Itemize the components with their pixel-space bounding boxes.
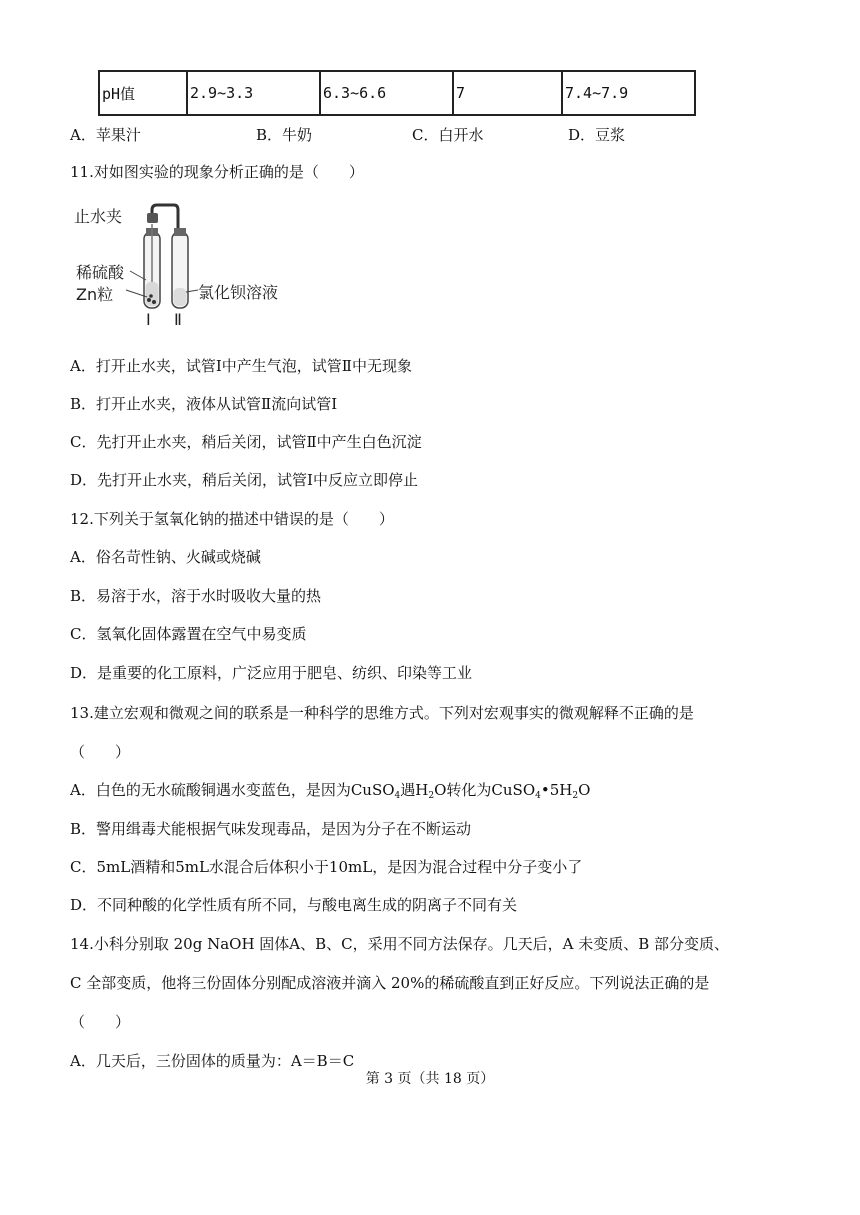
q13-option-a-text: O: [578, 781, 591, 799]
q12-option-a: A．俗名苛性钠、火碱或烧碱: [70, 548, 261, 566]
bacl2-liquid: [174, 288, 187, 306]
q13-stem-line-2: （ ）: [70, 743, 131, 761]
q12-option-d: D．是重要的化工原料，广泛应用于肥皂、纺织、印染等工业: [70, 664, 473, 682]
ph-table-cell: 2.9~3.3: [187, 71, 320, 115]
ph-table-cell: 6.3~6.6: [320, 71, 453, 115]
q10-option-a: A．苹果汁: [70, 126, 141, 144]
clamp-label: 止水夹: [74, 207, 123, 226]
q13-option-a-text: A．白色的无水硫酸铜遇水变蓝色，是因为CuSO: [70, 781, 395, 799]
q13-option-a: [70, 780, 590, 806]
subscript: 2: [428, 791, 435, 801]
zn-granule: [152, 300, 156, 304]
zn-granule: [149, 294, 153, 298]
subscript: 2: [572, 791, 579, 801]
q14-stem-line-2: C 全部变质，他将三份固体分别配成溶液并滴入 20%的稀硫酸直到正好反应。下列说法正确的是: [70, 974, 710, 992]
ph-value-table: [98, 70, 696, 116]
q14-option-a: A．几天后，三份固体的质量为：A＝B＝C: [70, 1052, 355, 1070]
q11-option-c: C．先打开止水夹，稍后关闭，试管Ⅱ中产生白色沉淀: [70, 433, 422, 451]
subscript: 4: [535, 791, 541, 801]
subscript: 4: [394, 791, 401, 801]
solution-label: 氯化钡溶液: [198, 283, 279, 302]
q12-option-b: B．易溶于水，溶于水时吸收大量的热: [70, 587, 322, 605]
tube-2-label: Ⅱ: [174, 310, 182, 329]
acid-liquid: [146, 282, 159, 306]
ph-table-row: [99, 71, 695, 115]
q10-option-d: D．豆浆: [568, 126, 626, 144]
q11-option-d: D．先打开止水夹，稍后关闭，试管Ⅰ中反应立即停止: [70, 471, 418, 489]
q11-option-a: A．打开止水夹，试管Ⅰ中产生气泡，试管Ⅱ中无现象: [70, 357, 412, 375]
q13-option-a-text: 遇H: [400, 781, 429, 799]
q12-stem: 12.下列关于氢氧化钠的描述中错误的是（ ）: [70, 510, 394, 528]
q10-option-c: C．白开水: [412, 126, 484, 144]
clamp-shape: [147, 213, 158, 223]
q11-stem: 11.对如图实验的现象分析正确的是（ ）: [70, 163, 364, 181]
ph-table-cell: 7.4~7.9: [562, 71, 695, 115]
q11-option-b: B．打开止水夹，液体从试管Ⅱ流向试管Ⅰ: [70, 395, 338, 413]
ph-table-cell: 7: [453, 71, 562, 115]
q13-option-a-text: O转化为CuSO: [434, 781, 536, 799]
q14-stem-line-1: 14.小科分别取 20g NaOH 固体A、B、C，采用不同方法保存。几天后，A 未变质、B 部分变质、: [70, 935, 730, 953]
q10-option-b: B．牛奶: [256, 126, 313, 144]
q13-option-a-text: •5H: [540, 781, 573, 799]
acid-label: 稀硫酸: [76, 263, 125, 282]
q13-option-c: C．5mL酒精和5mL水混合后体积小于10mL，是因为混合过程中分子变小了: [70, 858, 583, 876]
q13-option-b: B．警用缉毒犬能根据气味发现毒品，是因为分子在不断运动: [70, 820, 472, 838]
ph-table-header-cell: pH值: [99, 71, 187, 115]
zn-label: Zn粒: [76, 285, 114, 304]
stopper-2: [174, 228, 186, 236]
tube-1-label: Ⅰ: [146, 310, 151, 329]
connecting-tube-highlight: [158, 211, 172, 222]
zn-granule: [147, 298, 151, 302]
q13-stem-line-1: 13.建立宏观和微观之间的联系是一种科学的思维方式。下列对宏观事实的微观解释不正确的是: [70, 704, 694, 722]
experiment-figure: [74, 200, 304, 335]
q14-stem-line-3: （ ）: [70, 1013, 131, 1031]
page-footer: 第 3 页（共 18 页）: [365, 1071, 495, 1087]
q13-option-d: D．不同种酸的化学性质有所不同，与酸电离生成的阴离子不同有关: [70, 896, 518, 914]
q12-option-c: C．氢氧化固体露置在空气中易变质: [70, 625, 307, 643]
